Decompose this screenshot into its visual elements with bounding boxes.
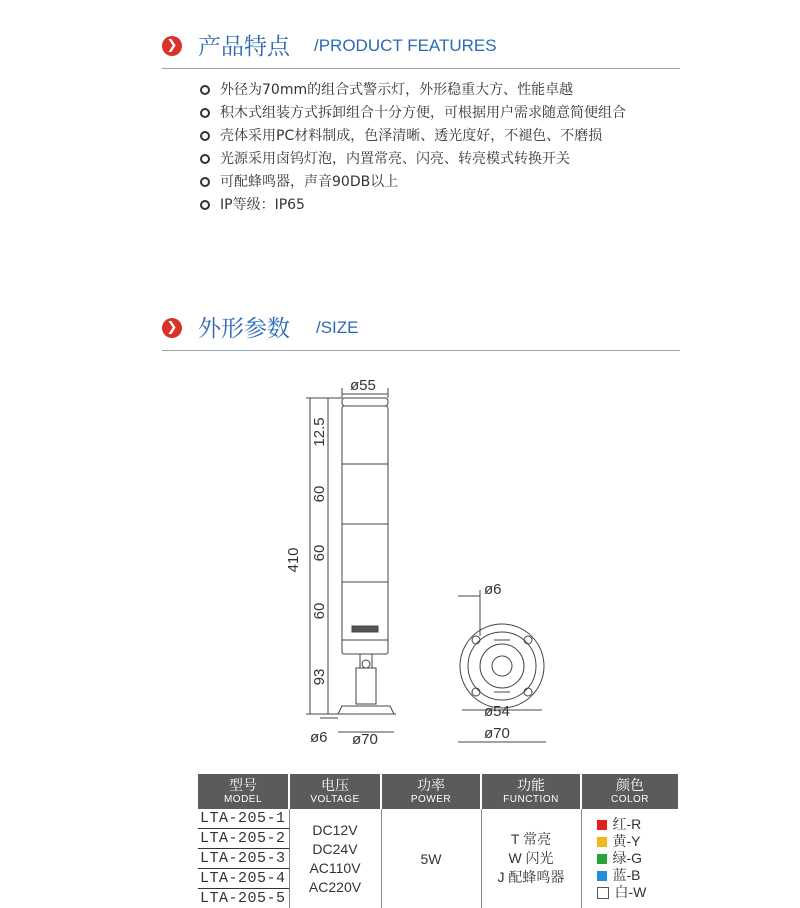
color-item: 蓝-B	[583, 867, 678, 884]
header-color: 颜色 COLOR	[581, 774, 678, 809]
dim-seg-3: 60	[311, 544, 328, 562]
bullet-icon	[200, 177, 210, 187]
table-row	[198, 809, 678, 908]
function-item: W 闪光	[508, 850, 554, 866]
function-item: J 配蜂鸣器	[497, 869, 565, 885]
dim-top-diameter: ø55	[350, 377, 376, 394]
feature-item: IP等级：IP65	[200, 195, 690, 215]
dimension-drawing	[280, 370, 580, 750]
section-title-en: /SIZE	[316, 318, 359, 337]
feature-item: 可配蜂鸣器，声音90DB以上	[200, 172, 690, 192]
model-item: LTA-205-2	[198, 829, 289, 849]
dim-bottom-hole: ø6	[484, 581, 502, 598]
color-swatch-icon	[597, 887, 609, 899]
chevron-right-icon: ❯	[162, 36, 182, 56]
table-header-row	[198, 774, 678, 809]
dim-seg-4: 60	[311, 602, 328, 620]
header-voltage: 电压 VOLTAGE	[289, 774, 381, 809]
chevron-right-icon: ❯	[162, 318, 182, 338]
model-cell	[198, 809, 289, 908]
color-item: 白-W	[583, 884, 678, 901]
dim-seg-1: 12.5	[311, 417, 328, 447]
dim-seg-2: 60	[311, 485, 328, 503]
dim-base: ø70	[352, 731, 378, 748]
power-cell: 5W	[381, 809, 481, 908]
dim-seg-5: 93	[311, 668, 328, 686]
model-item: LTA-205-3	[198, 849, 289, 869]
header-function: 功能 FUNCTION	[481, 774, 581, 809]
color-item: 黄-Y	[583, 833, 678, 850]
color-item: 绿-G	[583, 850, 678, 867]
bullet-icon	[200, 131, 210, 141]
section-title-en: /PRODUCT FEATURES	[314, 36, 497, 55]
voltage-item: AC220V	[308, 878, 362, 895]
color-swatch-icon	[597, 854, 607, 864]
feature-item: 外径为70mm的组合式警示灯，外形稳重大方、性能卓越	[200, 80, 690, 100]
feature-list	[200, 80, 690, 218]
dim-hole: ø6	[310, 729, 328, 746]
feature-item: 光源采用卤钨灯泡，内置常亮、闪亮、转亮模式转换开关	[200, 149, 690, 169]
voltage-item: AC110V	[309, 859, 361, 876]
bullet-icon	[200, 85, 210, 95]
bullet-icon	[200, 154, 210, 164]
color-swatch-icon	[597, 820, 607, 830]
feature-item: 壳体采用PC材料制成，色泽清晰、透光度好，不褪色、不磨损	[200, 126, 690, 146]
color-cell	[581, 809, 678, 908]
color-swatch-icon	[597, 837, 607, 847]
color-swatch-icon	[597, 871, 607, 881]
model-item: LTA-205-1	[198, 809, 289, 829]
voltage-item: DC24V	[312, 840, 358, 857]
voltage-cell	[289, 809, 381, 908]
bullet-icon	[200, 108, 210, 118]
model-item: LTA-205-4	[198, 869, 289, 889]
section-title-cn: 产品特点	[198, 34, 290, 60]
section-header-size	[162, 310, 680, 351]
header-model: 型号 MODEL	[198, 774, 289, 809]
voltage-item: DC12V	[312, 821, 358, 838]
spec-table	[198, 774, 678, 908]
color-item: 红-R	[583, 816, 678, 833]
dim-total-height: 410	[285, 547, 302, 573]
dim-bottom-inner: ø54	[484, 703, 510, 720]
dim-bottom-outer: ø70	[484, 725, 510, 742]
feature-item: 积木式组装方式拆卸组合十分方便，可根据用户需求随意简便组合	[200, 103, 690, 123]
model-item: LTA-205-5	[200, 890, 286, 907]
header-power: 功率 POWER	[381, 774, 481, 809]
section-header-features	[162, 28, 680, 69]
function-cell	[481, 809, 581, 908]
section-title-cn: 外形参数	[198, 316, 290, 342]
bullet-icon	[200, 200, 210, 210]
function-item: T 常亮	[510, 831, 552, 847]
